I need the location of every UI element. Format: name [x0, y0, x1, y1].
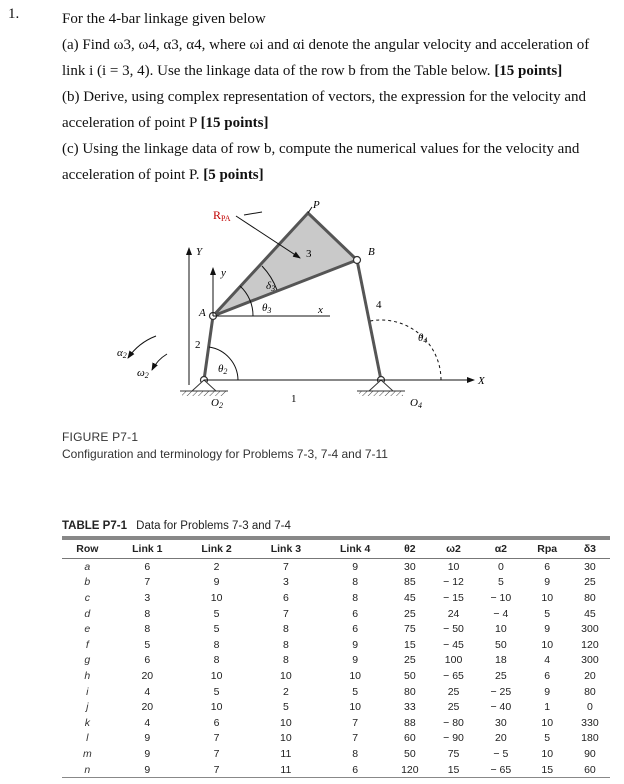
table-cell: 7 [352, 732, 359, 745]
table-cell: − 15 [443, 591, 464, 604]
table-row [62, 606, 610, 622]
table-cell: 60 [584, 763, 596, 776]
p-leader [308, 207, 312, 213]
table-cell: 9 [544, 685, 551, 698]
table-cell: 7 [213, 732, 220, 745]
ground-o4 [357, 380, 405, 396]
table-cell: 25 [495, 669, 507, 682]
table-cell: 25 [447, 701, 460, 714]
table-cell: 25 [404, 654, 416, 667]
table-row [62, 731, 610, 747]
table-cell: 85 [404, 576, 416, 589]
table-cell: 24 [447, 607, 460, 620]
part-b [62, 84, 612, 136]
table-row-id: j [86, 701, 89, 714]
table-cell: 80 [584, 591, 596, 604]
table-header-cell: Rpa [525, 538, 570, 559]
table-cell: 2 [282, 685, 289, 698]
table-row-id: k [84, 716, 90, 729]
table-cell: 8 [282, 654, 289, 667]
x-axis-label: X [478, 375, 485, 387]
table-row-id: f [85, 638, 89, 651]
table-cell: 120 [401, 763, 419, 776]
problem-number: 1. [8, 6, 20, 22]
table-cell: 10 [541, 716, 554, 729]
table-row [62, 699, 610, 715]
o2-label: O2 [211, 397, 223, 410]
table-row [62, 559, 610, 575]
table-header-cell: θ2 [390, 538, 430, 559]
table-cell: 10 [210, 591, 223, 604]
table-row [62, 575, 610, 591]
table-cell: 7 [352, 716, 359, 729]
table-cell: 10 [495, 623, 507, 636]
table-label: TABLE P7-1 [62, 520, 127, 532]
table-cell: 15 [404, 638, 416, 651]
table-cell: 100 [444, 654, 463, 667]
a-label: A [199, 307, 206, 319]
table-cell: 6 [144, 654, 151, 667]
alpha2-arrow [128, 336, 156, 358]
table-cell: 6 [544, 560, 551, 573]
table-cell: 5 [282, 701, 289, 714]
table-cell: 20 [584, 669, 596, 682]
table-row-id: h [84, 669, 91, 682]
table-row-id: i [86, 685, 89, 698]
theta3-label: θ3 [262, 302, 272, 315]
table-cell: 0 [587, 701, 593, 714]
table-cell: 30 [495, 716, 507, 729]
rpa-label: RPA [213, 208, 231, 223]
table-cell: 33 [404, 701, 416, 714]
table-cell: 60 [404, 732, 416, 745]
table-cell: 10 [280, 669, 292, 682]
table-cell: 9 [544, 623, 551, 636]
table-cell: 10 [349, 669, 362, 682]
table-cell: 7 [282, 607, 289, 620]
table-cell: 9 [352, 638, 359, 651]
part-c [62, 136, 612, 188]
table-cell: 10 [447, 560, 460, 573]
data-table [62, 536, 610, 778]
delta3-label: δ3 [266, 280, 276, 293]
table-cell: 5 [497, 576, 504, 589]
table-cell: 330 [581, 716, 599, 729]
table-row-id: e [84, 623, 91, 636]
table-cell: 2 [213, 560, 220, 573]
table-cell: 7 [144, 576, 151, 589]
table-header-cell: Row [62, 538, 113, 559]
table-cell: 20 [495, 732, 507, 745]
table-cell: 6 [352, 763, 359, 776]
table-cell: 5 [213, 623, 220, 636]
table-row-id: n [84, 763, 91, 776]
figure-caption [62, 430, 388, 461]
problem-intro: For the 4-bar linkage given below [62, 11, 266, 27]
table-cell: 90 [584, 747, 596, 760]
table-cell: 50 [404, 747, 416, 760]
table-cell: 45 [584, 607, 596, 620]
table-row [62, 715, 610, 731]
part-c-text: (c) Using the linkage data of row b, compute the numerical values for the velocity and acceleration of point P. [62, 141, 580, 183]
table-header-cell: Link 2 [182, 538, 251, 559]
table-cell: 5 [544, 732, 551, 745]
table-cell: 8 [352, 591, 359, 604]
table-cell: 10 [541, 747, 554, 760]
table-cell: 8 [282, 623, 289, 636]
table-caption: Data for Problems 7-3 and 7-4 [136, 520, 291, 532]
table-row [62, 746, 610, 762]
table-row-id: g [84, 654, 91, 667]
table-cell: 9 [544, 576, 551, 589]
table-cell: − 45 [443, 638, 464, 651]
table-cell: 7 [213, 747, 220, 760]
local-y-label: y [221, 267, 226, 279]
table-cell: 75 [447, 747, 460, 760]
table-cell: 7 [282, 560, 289, 573]
link2-label: 2 [195, 339, 201, 351]
table-row-id: c [84, 591, 90, 604]
table-cell: 75 [404, 623, 416, 636]
part-a [62, 32, 612, 84]
table-cell: − 65 [490, 763, 512, 776]
theta2-label: θ2 [218, 363, 228, 376]
table-cell: 10 [280, 732, 292, 745]
part-b-text: (b) Derive, using complex representation of vectors, the expression for the velocity and acceleration of point P [62, 89, 586, 131]
table-cell: 20 [141, 701, 154, 714]
table-cell: 25 [404, 607, 416, 620]
link3-label: 3 [306, 248, 312, 260]
table-cell: 6 [544, 669, 551, 682]
table-cell: 10 [349, 701, 362, 714]
table-cell: 9 [352, 560, 359, 573]
table-cell: − 50 [443, 623, 464, 636]
table-cell: − 10 [490, 591, 512, 604]
table-cell: 25 [447, 685, 460, 698]
ground-o2 [180, 380, 228, 396]
local-x-label: x [318, 304, 323, 316]
table-cell: 80 [584, 685, 596, 698]
table-cell: 300 [581, 623, 599, 636]
table-cell: 6 [352, 607, 359, 620]
table-cell: 8 [213, 638, 220, 651]
table-cell: 4 [144, 716, 151, 729]
table-cell: 8 [213, 654, 220, 667]
coupler-link-3 [213, 213, 357, 316]
table-cell: 0 [497, 560, 504, 573]
table-row-id: m [82, 747, 92, 760]
table-cell: 50 [404, 669, 416, 682]
table-cell: 18 [495, 654, 507, 667]
table-cell: 10 [210, 701, 223, 714]
table-row [62, 762, 610, 778]
part-a-text: (a) Find ω3, ω4, α3, α4, where ωi and αi denote the angular velocity and acceleration of link i (i = 3, 4). Use the linkage data of the row b from the Table below. [62, 37, 590, 79]
table-cell: 5 [352, 685, 359, 698]
table-cell: 5 [144, 638, 151, 651]
table-cell: 30 [404, 560, 416, 573]
table-cell: − 65 [443, 669, 464, 682]
omega2-arrow [152, 354, 167, 370]
o4-label: O4 [410, 397, 422, 410]
table-cell: 6 [282, 591, 289, 604]
table-cell: 300 [581, 654, 599, 667]
table-cell: 5 [544, 607, 551, 620]
table-cell: − 12 [443, 576, 464, 589]
table-cell: 5 [213, 685, 220, 698]
table-cell: 30 [584, 560, 596, 573]
table-row [62, 668, 610, 684]
table-cell: 4 [544, 654, 551, 667]
table-title [62, 520, 610, 532]
table-cell: 25 [584, 576, 596, 589]
table-cell: 10 [280, 716, 292, 729]
table-cell: − 25 [490, 685, 512, 698]
table-cell: 15 [541, 763, 554, 776]
table-cell: 1 [544, 701, 551, 714]
table-cell: 8 [144, 607, 151, 620]
table-cell: − 5 [493, 747, 509, 760]
table-cell: 8 [352, 576, 359, 589]
table-header-row [62, 538, 610, 559]
table-cell: 9 [213, 576, 220, 589]
table-header-cell: ω2 [430, 538, 477, 559]
table-cell: 10 [541, 638, 554, 651]
table-cell: 6 [213, 716, 220, 729]
table-cell: 50 [495, 638, 507, 651]
table-cell: 4 [144, 685, 151, 698]
table-cell: 15 [447, 763, 460, 776]
table-cell: 5 [213, 607, 220, 620]
table-header-cell: Link 1 [113, 538, 182, 559]
y-axis-label: Y [196, 246, 203, 258]
table-cell: − 90 [443, 732, 464, 745]
table-cell: − 4 [493, 607, 509, 620]
link4-label: 4 [376, 299, 382, 311]
theta4-label: θ4 [418, 332, 428, 345]
rpa-leader [244, 212, 262, 215]
table-cell: 6 [144, 560, 151, 573]
table-row [62, 637, 610, 653]
pin-b [354, 257, 361, 264]
data-table-section [62, 520, 610, 778]
problem-statement [62, 6, 612, 188]
table-cell: − 40 [490, 701, 512, 714]
p-label: P [313, 199, 320, 211]
table-row [62, 653, 610, 669]
table-header-cell: δ3 [570, 538, 610, 559]
table-cell: 180 [581, 732, 599, 745]
table-cell: 45 [404, 591, 416, 604]
table-row-id: b [84, 576, 91, 589]
table-cell: 3 [144, 591, 151, 604]
table-cell: 9 [144, 747, 151, 760]
part-a-points: [15 points] [494, 63, 563, 79]
table-row-id: d [84, 607, 91, 620]
b-label: B [368, 246, 375, 258]
linkage-figure [0, 195, 624, 420]
alpha2-label: α2 [117, 347, 127, 360]
table-cell: 8 [282, 638, 289, 651]
table-cell: 7 [213, 763, 220, 776]
figure-caption-text: Configuration and terminology for Problems 7-3, 7-4 and 7-11 [62, 447, 388, 461]
table-cell: 20 [141, 669, 154, 682]
table-cell: 9 [144, 763, 151, 776]
table-cell: 3 [282, 576, 289, 589]
table-row-id: l [86, 732, 89, 745]
table-cell: 6 [352, 623, 359, 636]
table-header-cell: α2 [477, 538, 524, 559]
table-header-cell: Link 4 [321, 538, 390, 559]
table-row [62, 684, 610, 700]
figure-caption-label: FIGURE P7-1 [62, 430, 139, 444]
omega2-label: ω2 [137, 367, 149, 380]
table-cell: 10 [541, 591, 554, 604]
table-cell: 9 [352, 654, 359, 667]
link1-label: 1 [291, 393, 297, 405]
table-cell: − 80 [443, 716, 464, 729]
table-row-id: a [84, 560, 91, 573]
table-cell: 11 [280, 763, 292, 776]
table-row [62, 621, 610, 637]
table-cell: 80 [404, 685, 416, 698]
table-cell: 8 [352, 747, 359, 760]
table-cell: 8 [144, 623, 151, 636]
part-c-points: [5 points] [203, 167, 264, 183]
table-header-cell: Link 3 [251, 538, 320, 559]
table-cell: 11 [280, 747, 292, 760]
table-cell: 9 [144, 732, 151, 745]
table-row [62, 590, 610, 606]
table-cell: 88 [404, 716, 416, 729]
table-cell: 10 [210, 669, 223, 682]
part-b-points: [15 points] [200, 115, 269, 131]
table-cell: 120 [581, 638, 599, 651]
